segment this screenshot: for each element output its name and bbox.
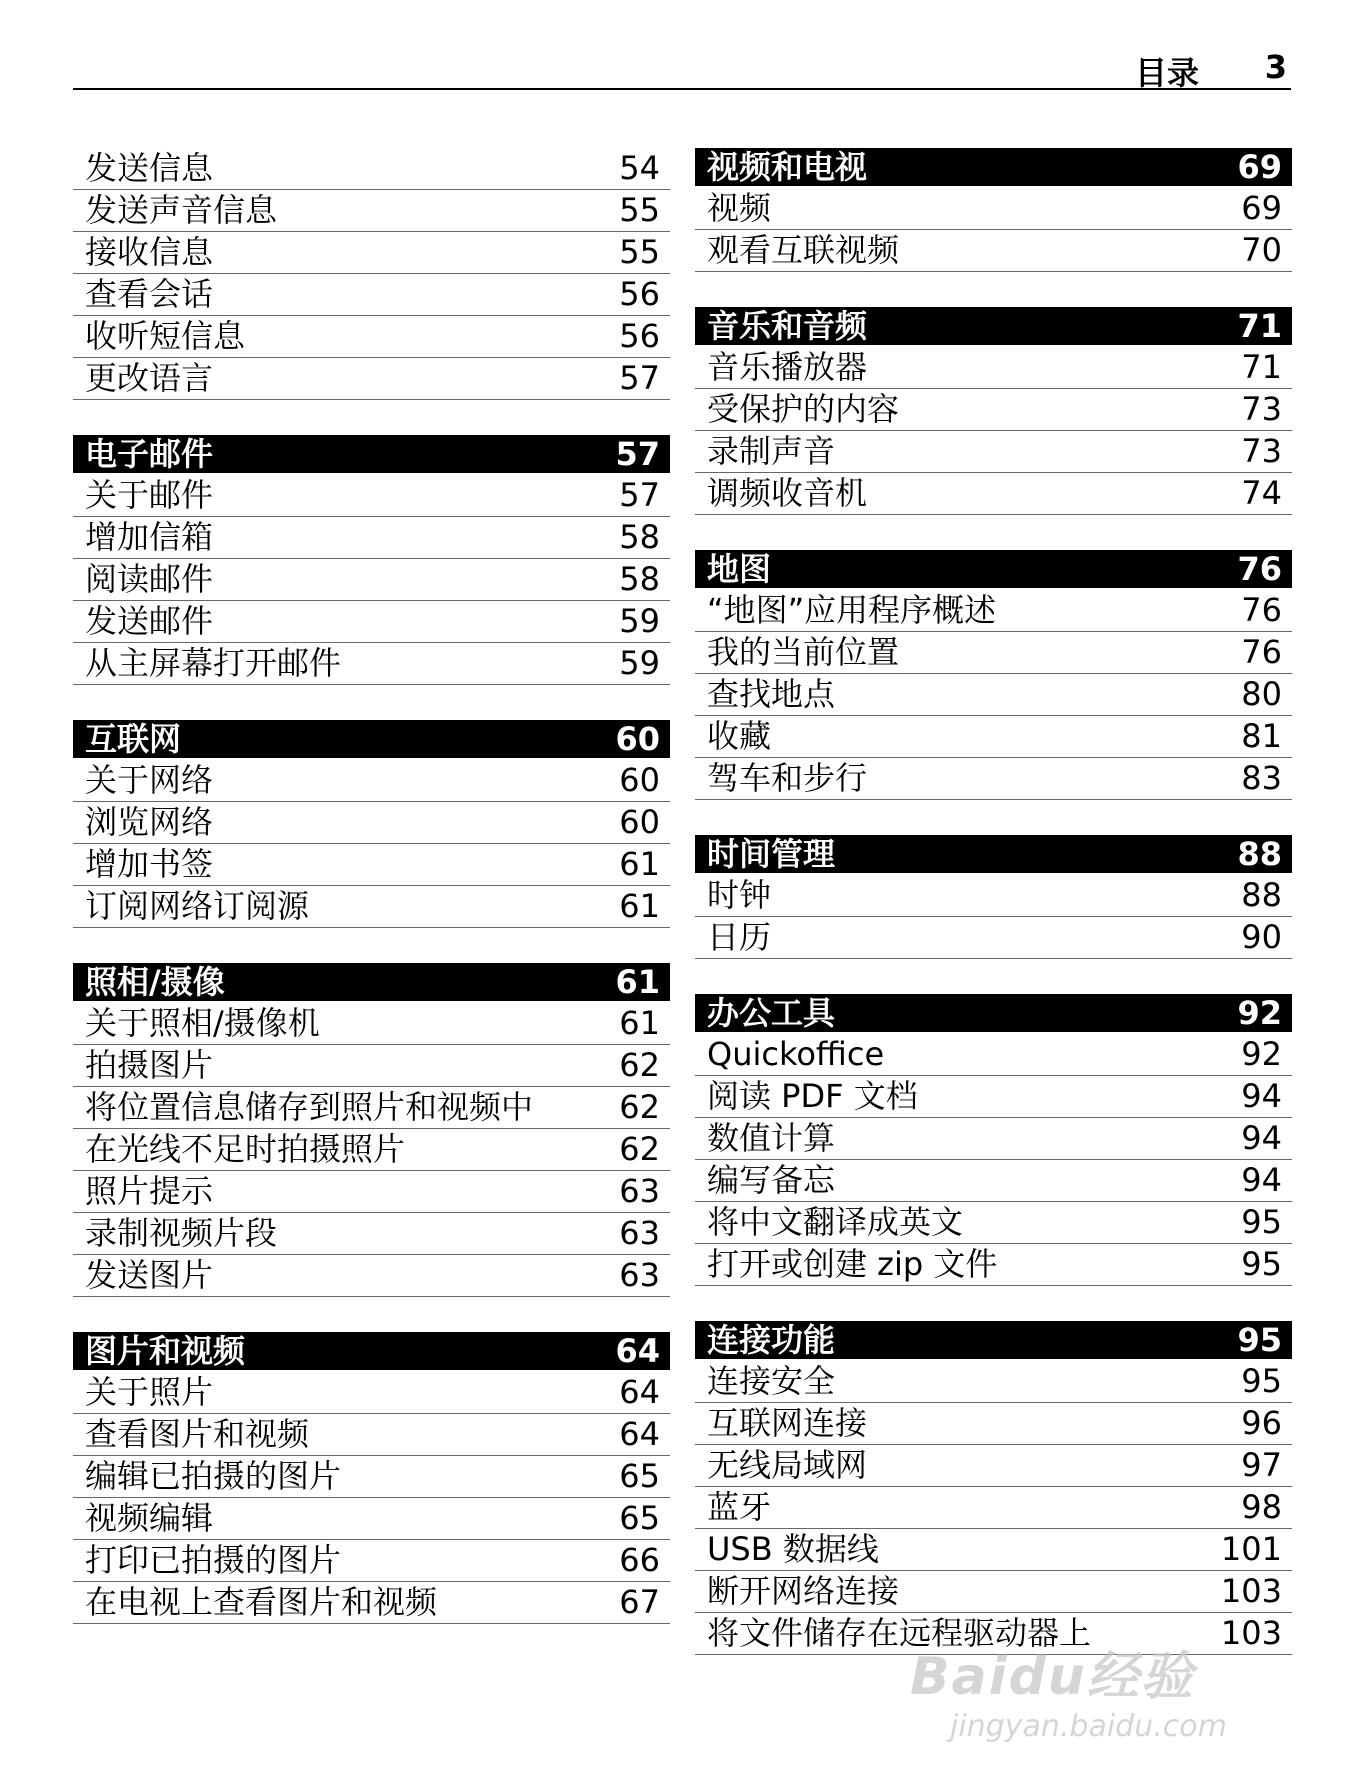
toc-entry-label: 照片提示 bbox=[85, 1172, 214, 1210]
toc-heading-label: 照相/摄像 bbox=[85, 963, 225, 1001]
toc-entry-label: 将文件储存在远程驱动器上 bbox=[707, 1614, 1092, 1652]
toc-entry-label: 音乐播放器 bbox=[707, 348, 868, 386]
toc-entry-label: 阅读 PDF 文档 bbox=[707, 1077, 918, 1115]
toc-entry[interactable] bbox=[695, 1160, 1292, 1202]
toc-entry[interactable] bbox=[695, 1244, 1292, 1286]
toc-entry-label: 无线局域网 bbox=[707, 1446, 868, 1484]
toc-entry[interactable] bbox=[73, 475, 670, 517]
toc-entry-page: 55 bbox=[619, 191, 660, 229]
toc-entry-page: 63 bbox=[619, 1214, 660, 1252]
toc-entry[interactable] bbox=[695, 1118, 1292, 1160]
toc-entry[interactable] bbox=[695, 347, 1292, 389]
toc-entry[interactable] bbox=[73, 1582, 670, 1624]
toc-entry-label: 打开或创建 zip 文件 bbox=[707, 1245, 998, 1283]
toc-entry-label: 关于照片 bbox=[85, 1373, 214, 1411]
toc-entry-label: 时钟 bbox=[707, 876, 772, 914]
toc-entry-label: 我的当前位置 bbox=[707, 633, 900, 671]
toc-entry-page: 71 bbox=[1241, 348, 1282, 386]
toc-entry[interactable] bbox=[73, 316, 670, 358]
toc-entry-page: 56 bbox=[619, 275, 660, 313]
toc-heading-label: 互联网 bbox=[85, 720, 182, 758]
toc-entry-page: 95 bbox=[1241, 1203, 1282, 1241]
toc-section bbox=[695, 307, 1292, 515]
toc-entry[interactable] bbox=[73, 760, 670, 802]
toc-section bbox=[695, 550, 1292, 800]
toc-entry-page: 95 bbox=[1241, 1362, 1282, 1400]
watermark-logo: Baidu经验 bbox=[910, 1647, 1195, 1707]
toc-entry-page: 59 bbox=[619, 644, 660, 682]
toc-entry-page: 65 bbox=[619, 1457, 660, 1495]
toc-entry[interactable] bbox=[73, 190, 670, 232]
toc-section bbox=[695, 835, 1292, 959]
toc-entry-label: 在光线不足时拍摄照片 bbox=[85, 1130, 406, 1168]
toc-entry-page: 66 bbox=[619, 1541, 660, 1579]
toc-entry-page: 94 bbox=[1241, 1161, 1282, 1199]
toc-entry-label: 浏览网络 bbox=[85, 803, 214, 841]
toc-entry[interactable] bbox=[695, 431, 1292, 473]
toc-entry[interactable] bbox=[695, 473, 1292, 515]
toc-section bbox=[73, 1332, 670, 1624]
toc-entry-label: 编写备忘 bbox=[707, 1161, 836, 1199]
toc-heading-label: 办公工具 bbox=[707, 994, 836, 1032]
toc-entry[interactable] bbox=[73, 1372, 670, 1414]
toc-entry-label: 录制视频片段 bbox=[85, 1214, 278, 1252]
toc-entry-page: 61 bbox=[619, 845, 660, 883]
toc-entry-page: 63 bbox=[619, 1256, 660, 1294]
toc-entry-page: 62 bbox=[619, 1130, 660, 1168]
watermark-url: jingyan.baidu.com bbox=[950, 1709, 1227, 1744]
toc-entry[interactable] bbox=[73, 517, 670, 559]
watermark bbox=[910, 1634, 1240, 1744]
toc-heading-page: 92 bbox=[1237, 994, 1282, 1032]
toc-entry-page: 67 bbox=[619, 1583, 660, 1621]
toc-entry[interactable] bbox=[695, 1034, 1292, 1076]
toc-entry-page: 94 bbox=[1241, 1119, 1282, 1157]
page-number: 3 bbox=[1264, 48, 1287, 86]
toc-entry-label: 在电视上查看图片和视频 bbox=[85, 1583, 438, 1621]
toc-entry[interactable] bbox=[73, 643, 670, 685]
toc-entry-page: 65 bbox=[619, 1499, 660, 1537]
toc-heading-page: 69 bbox=[1237, 148, 1282, 186]
toc-entry-label: 受保护的内容 bbox=[707, 390, 900, 428]
toc-entry[interactable] bbox=[695, 1403, 1292, 1445]
toc-section-heading[interactable] bbox=[695, 994, 1292, 1032]
toc-entry[interactable] bbox=[73, 886, 670, 928]
toc-entry-page: 54 bbox=[619, 149, 660, 187]
toc-entry-label: Quickoffice bbox=[707, 1035, 885, 1073]
toc-entry-label: USB 数据线 bbox=[707, 1530, 879, 1568]
toc-entry[interactable] bbox=[73, 358, 670, 400]
toc-entry[interactable] bbox=[73, 802, 670, 844]
toc-entry-page: 98 bbox=[1241, 1488, 1282, 1526]
toc-entry-label: 订阅网络订阅源 bbox=[85, 887, 310, 925]
toc-entry-page: 96 bbox=[1241, 1404, 1282, 1442]
toc-entry-label: 将位置信息储存到照片和视频中 bbox=[85, 1088, 534, 1126]
toc-entry[interactable] bbox=[695, 917, 1292, 959]
toc-entry-page: 103 bbox=[1220, 1572, 1282, 1610]
toc-entry-page: 58 bbox=[619, 518, 660, 556]
toc-entry-label: 从主屏幕打开邮件 bbox=[85, 644, 342, 682]
toc-entry[interactable] bbox=[695, 1202, 1292, 1244]
toc-entry-page: 55 bbox=[619, 233, 660, 271]
toc-heading-page: 60 bbox=[615, 720, 660, 758]
toc-entry[interactable] bbox=[73, 844, 670, 886]
toc-entry[interactable] bbox=[695, 1445, 1292, 1487]
toc-entry[interactable] bbox=[695, 875, 1292, 917]
toc-heading-label: 地图 bbox=[707, 550, 772, 588]
toc-entry-label: 收藏 bbox=[707, 717, 772, 755]
toc-section bbox=[695, 148, 1292, 272]
toc-section-heading[interactable] bbox=[73, 435, 670, 473]
toc-heading-page: 64 bbox=[615, 1332, 660, 1370]
toc-entry-page: 83 bbox=[1241, 759, 1282, 797]
toc-entry-page: 97 bbox=[1241, 1446, 1282, 1484]
toc-entry-label: 发送信息 bbox=[85, 149, 214, 187]
toc-heading-page: 57 bbox=[615, 435, 660, 473]
toc-heading-label: 视频和电视 bbox=[707, 148, 868, 186]
toc-entry-page: 81 bbox=[1241, 717, 1282, 755]
toc-entry-label: 查看会话 bbox=[85, 275, 214, 313]
toc-entry[interactable] bbox=[73, 1414, 670, 1456]
toc-entry-page: 88 bbox=[1241, 876, 1282, 914]
toc-section-heading[interactable] bbox=[695, 307, 1292, 345]
toc-section-heading[interactable] bbox=[695, 1321, 1292, 1359]
toc-entry-page: 56 bbox=[619, 317, 660, 355]
toc-heading-page: 76 bbox=[1237, 550, 1282, 588]
toc-entry-label: 关于邮件 bbox=[85, 476, 214, 514]
toc-entry-page: 73 bbox=[1241, 390, 1282, 428]
toc-section bbox=[695, 1321, 1292, 1655]
toc-entry-page: 95 bbox=[1241, 1245, 1282, 1283]
toc-entry-label: 查看图片和视频 bbox=[85, 1415, 310, 1453]
toc-entry-label: 关于网络 bbox=[85, 761, 214, 799]
toc-entry[interactable] bbox=[695, 716, 1292, 758]
toc-heading-label: 音乐和音频 bbox=[707, 307, 868, 345]
toc-entry-label: 发送图片 bbox=[85, 1256, 214, 1294]
toc-heading-page: 88 bbox=[1237, 835, 1282, 873]
toc-entry-page: 94 bbox=[1241, 1077, 1282, 1115]
toc-entry-page: 61 bbox=[619, 1004, 660, 1042]
toc-heading-label: 电子邮件 bbox=[85, 435, 214, 473]
toc-entry-label: 视频 bbox=[707, 189, 772, 227]
toc-entry-page: 60 bbox=[619, 761, 660, 799]
toc-section-heading[interactable] bbox=[73, 720, 670, 758]
toc-heading-page: 61 bbox=[615, 963, 660, 1001]
toc-entry-page: 76 bbox=[1241, 633, 1282, 671]
toc-entry[interactable] bbox=[695, 1571, 1292, 1613]
toc-heading-label: 图片和视频 bbox=[85, 1332, 246, 1370]
toc-entry-label: 驾车和步行 bbox=[707, 759, 868, 797]
toc-entry-label: 阅读邮件 bbox=[85, 560, 214, 598]
toc-entry-label: 蓝牙 bbox=[707, 1488, 772, 1526]
toc-entry-label: 发送邮件 bbox=[85, 602, 214, 640]
toc-entry-label: 接收信息 bbox=[85, 233, 214, 271]
toc-left-column bbox=[73, 148, 670, 1659]
toc-entry-page: 63 bbox=[619, 1172, 660, 1210]
toc-entry-page: 62 bbox=[619, 1046, 660, 1084]
toc-entry-page: 103 bbox=[1220, 1614, 1282, 1652]
toc-entry-page: 90 bbox=[1241, 918, 1282, 956]
toc-entry-label: 将中文翻译成英文 bbox=[707, 1203, 964, 1241]
toc-entry-label: 视频编辑 bbox=[85, 1499, 214, 1537]
toc-entry-label: 打印已拍摄的图片 bbox=[85, 1541, 342, 1579]
toc-entry[interactable] bbox=[73, 1498, 670, 1540]
toc-entry-label: 拍摄图片 bbox=[85, 1046, 214, 1084]
toc-entry-label: 发送声音信息 bbox=[85, 191, 278, 229]
toc-entry[interactable] bbox=[73, 1171, 670, 1213]
toc-section-heading[interactable] bbox=[73, 1332, 670, 1370]
toc-entry[interactable] bbox=[695, 758, 1292, 800]
toc-entry[interactable] bbox=[695, 1076, 1292, 1118]
toc-entry[interactable] bbox=[695, 674, 1292, 716]
toc-entry-page: 69 bbox=[1241, 189, 1282, 227]
toc-entry[interactable] bbox=[695, 1487, 1292, 1529]
toc-entry[interactable] bbox=[73, 1045, 670, 1087]
toc-entry-label: 录制声音 bbox=[707, 432, 836, 470]
toc-section-heading[interactable] bbox=[695, 550, 1292, 588]
toc-entry[interactable] bbox=[73, 1213, 670, 1255]
toc-heading-label: 连接功能 bbox=[707, 1321, 836, 1359]
toc-entry-label: 观看互联视频 bbox=[707, 231, 900, 269]
toc-entry-page: 59 bbox=[619, 602, 660, 640]
toc-entry-label: “地图”应用程序概述 bbox=[707, 591, 997, 629]
toc-entry[interactable] bbox=[695, 1529, 1292, 1571]
toc-entry-page: 76 bbox=[1241, 591, 1282, 629]
toc-entry-label: 增加信箱 bbox=[85, 518, 214, 556]
toc-entry-page: 57 bbox=[619, 359, 660, 397]
toc-entry-page: 80 bbox=[1241, 675, 1282, 713]
toc-section-heading[interactable] bbox=[73, 963, 670, 1001]
toc-entry[interactable] bbox=[73, 559, 670, 601]
toc-entry-page: 70 bbox=[1241, 231, 1282, 269]
toc-entry-page: 101 bbox=[1220, 1530, 1282, 1568]
toc-section bbox=[73, 720, 670, 928]
toc-entry-page: 61 bbox=[619, 887, 660, 925]
toc-entry-page: 58 bbox=[619, 560, 660, 598]
toc-entry-label: 查找地点 bbox=[707, 675, 836, 713]
toc-entry[interactable] bbox=[73, 1087, 670, 1129]
toc-entry-label: 收听短信息 bbox=[85, 317, 246, 355]
toc-entry-label: 关于照相/摄像机 bbox=[85, 1004, 320, 1042]
toc-entry[interactable] bbox=[695, 230, 1292, 272]
toc-section-heading[interactable] bbox=[695, 835, 1292, 873]
toc-section bbox=[695, 994, 1292, 1286]
toc-heading-page: 95 bbox=[1237, 1321, 1282, 1359]
toc-entry[interactable] bbox=[695, 1361, 1292, 1403]
toc-entry[interactable] bbox=[695, 590, 1292, 632]
toc-section bbox=[73, 148, 670, 400]
page-title: 目录 bbox=[1134, 54, 1199, 92]
toc-entry[interactable] bbox=[73, 1456, 670, 1498]
page-header bbox=[73, 46, 1291, 90]
toc-entry-label: 断开网络连接 bbox=[707, 1572, 900, 1610]
toc-entry[interactable] bbox=[73, 1003, 670, 1045]
toc-entry-label: 增加书签 bbox=[85, 845, 214, 883]
toc-entry[interactable] bbox=[695, 632, 1292, 674]
toc-entry-label: 互联网连接 bbox=[707, 1404, 868, 1442]
toc-entry-label: 连接安全 bbox=[707, 1362, 836, 1400]
toc-entry-label: 更改语言 bbox=[85, 359, 214, 397]
toc-entry[interactable] bbox=[73, 148, 670, 190]
toc-entry-label: 编辑已拍摄的图片 bbox=[85, 1457, 342, 1495]
toc-entry-page: 64 bbox=[619, 1373, 660, 1411]
toc-entry-page: 57 bbox=[619, 476, 660, 514]
toc-entry-page: 73 bbox=[1241, 432, 1282, 470]
toc-entry[interactable] bbox=[695, 389, 1292, 431]
toc-section bbox=[73, 435, 670, 685]
toc-section bbox=[73, 963, 670, 1297]
toc-entry-label: 调频收音机 bbox=[707, 474, 868, 512]
toc-entry-page: 74 bbox=[1241, 474, 1282, 512]
toc-entry[interactable] bbox=[73, 1129, 670, 1171]
toc-entry[interactable] bbox=[73, 601, 670, 643]
toc-right-column bbox=[695, 148, 1292, 1690]
toc-entry-page: 60 bbox=[619, 803, 660, 841]
toc-entry[interactable] bbox=[73, 1540, 670, 1582]
toc-entry-label: 日历 bbox=[707, 918, 772, 956]
toc-heading-page: 71 bbox=[1237, 307, 1282, 345]
toc-entry[interactable] bbox=[73, 232, 670, 274]
toc-entry-page: 92 bbox=[1241, 1035, 1282, 1073]
toc-entry-page: 64 bbox=[619, 1415, 660, 1453]
toc-entry-page: 62 bbox=[619, 1088, 660, 1126]
toc-section-heading[interactable] bbox=[695, 148, 1292, 186]
toc-entry[interactable] bbox=[695, 188, 1292, 230]
toc-entry[interactable] bbox=[73, 274, 670, 316]
toc-entry[interactable] bbox=[73, 1255, 670, 1297]
toc-heading-label: 时间管理 bbox=[707, 835, 836, 873]
toc-entry-label: 数值计算 bbox=[707, 1119, 836, 1157]
